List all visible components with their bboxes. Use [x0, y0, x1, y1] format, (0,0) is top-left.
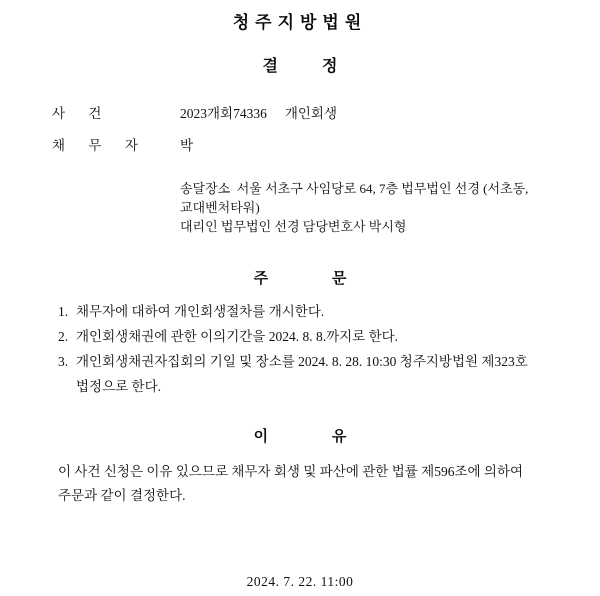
reason-line: 주문과 같이 결정한다. — [58, 487, 186, 503]
service-address-line: 송달장소 서울 서초구 사임당로 64, 7층 법무법인 선경 (서초동, — [180, 181, 529, 196]
field-label-case: 사 건 — [52, 106, 112, 121]
case-fields — [0, 102, 600, 154]
order-list — [0, 302, 600, 373]
debtor-name-value: 박 — [180, 138, 194, 153]
list-item-number: 2. — [58, 328, 69, 344]
list-item-text: 개인회생채권에 관한 이의기간을 2024. 8. 8.까지로 한다. — [76, 328, 399, 344]
document-kind-heading: 결정 — [262, 58, 382, 75]
order-item-continuation: 법정으로 한다. — [76, 379, 161, 395]
list-item — [58, 327, 566, 347]
case-type-value: 개인회생 — [284, 106, 338, 121]
reason-section-title: 이 유 — [253, 429, 377, 446]
service-address-block — [0, 180, 600, 237]
case-number-value: 2023개회74336 — [180, 106, 267, 121]
list-item-number: 3. — [58, 354, 69, 370]
service-address-line: 교대벤처타워) — [180, 199, 260, 215]
representative-line: 대리인 법무법인 선경 담당변호사 박시형 — [180, 218, 407, 234]
list-item — [58, 302, 566, 322]
reason-paragraph — [0, 460, 600, 507]
list-item-text: 채무자에 대하여 개인회생절차를 개시한다. — [76, 303, 325, 319]
court-name-heading: 청주지방법원 — [232, 13, 368, 32]
document-page — [0, 8, 600, 596]
order-section-title: 주 문 — [253, 270, 377, 287]
field-label-debtor: 채 무 자 — [52, 138, 148, 153]
list-item-number: 1. — [58, 303, 69, 319]
field-row — [52, 102, 600, 122]
decision-timestamp: 2024. 7. 22. 11:00 — [246, 574, 354, 589]
field-row — [52, 134, 600, 154]
list-item-text: 개인회생채권자집회의 기일 및 장소를 2024. 8. 28. 10:30 청주지방법원 제323호 — [76, 354, 528, 370]
reason-line: 이 사건 신청은 이유 있으므로 채무자 회생 및 파산에 관한 법률 제596조에 의하여 — [58, 464, 524, 480]
list-item — [58, 352, 566, 372]
